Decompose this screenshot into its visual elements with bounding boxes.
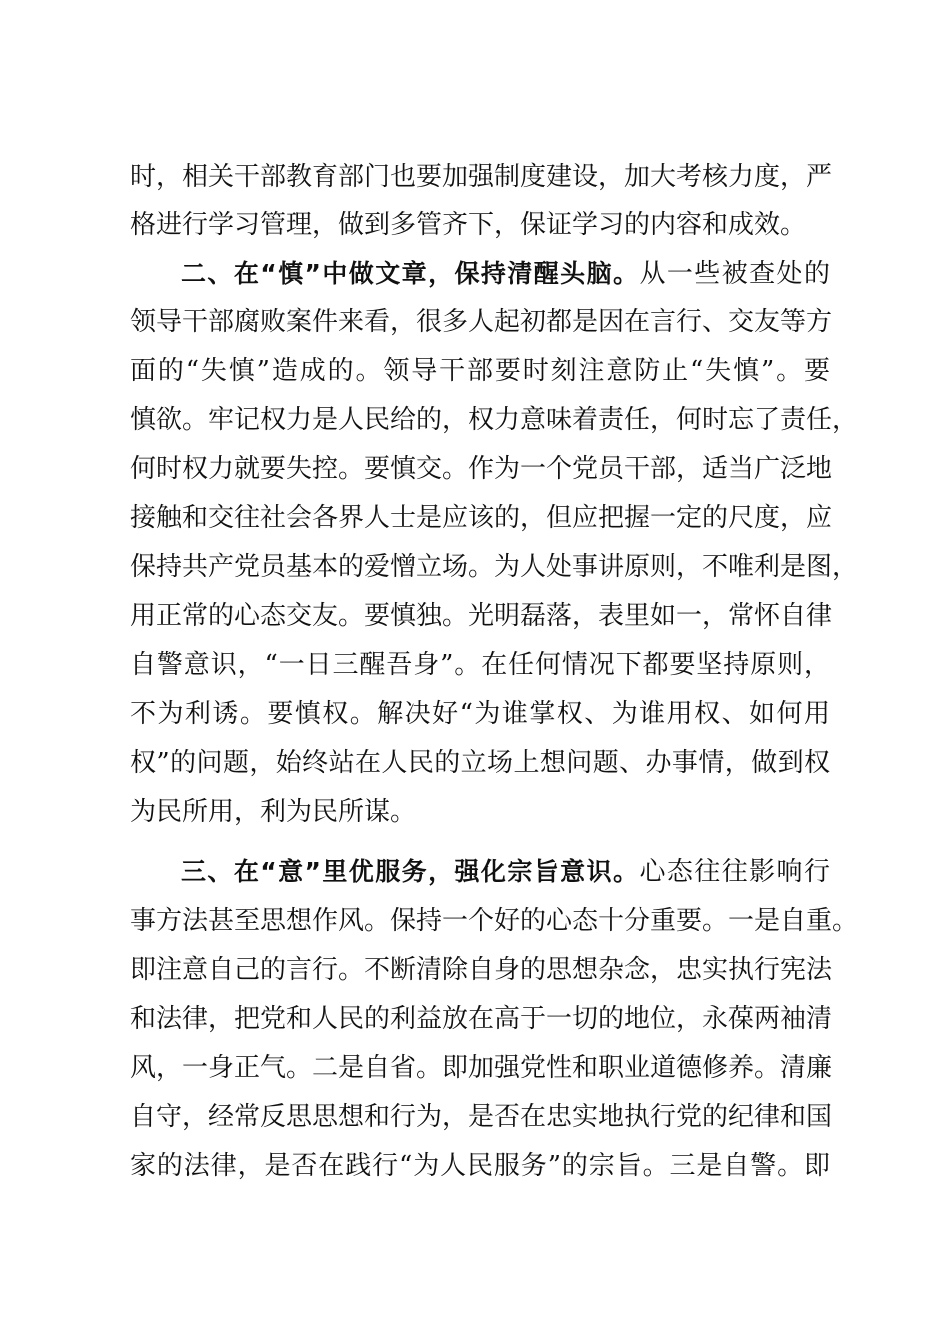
paragraph2-line-1: 领导干部腐败案件来看，很多人起初都是因在言行、交友等方 bbox=[130, 307, 833, 337]
paragraph2-line-2: 面的“失慎”造成的。领导干部要时刻注意防止“失慎”。要 bbox=[130, 356, 830, 386]
paragraph3-line-5: 自守，经常反思思想和行为，是否在忠实地执行党的纪律和国 bbox=[130, 1102, 833, 1132]
paragraph3-line-4: 风，一身正气。二是自省。即加强党性和职业道德修养。清廉 bbox=[130, 1053, 833, 1083]
paragraph1-line-2: 格进行学习管理，做到多管齐下，保证学习的内容和成效。 bbox=[130, 210, 807, 240]
paragraph2-line-6: 保持共产党员基本的爱憎立场。为人处事讲原则，不唯利是图， bbox=[130, 552, 859, 582]
paragraph1-line-1: 时，相关干部教育部门也要加强制度建设，加大考核力度，严 bbox=[130, 162, 833, 192]
paragraph3-first-line bbox=[181, 848, 830, 896]
paragraph3-first-line-rest: 心态往往影响行 bbox=[639, 857, 830, 887]
paragraph2-line-8: 自警意识，“一日三醒吾身”。在任何情况下都要坚持原则， bbox=[130, 650, 830, 680]
paragraph2-line-9: 不为利诱。要慎权。解决好“为谁掌权、为谁用权、如何用 bbox=[130, 699, 830, 729]
paragraph2-first-line-rest: 从一些被查处的 bbox=[639, 259, 830, 289]
paragraph3-line-6: 家的法律，是否在践行“为人民服务”的宗旨。三是自警。即 bbox=[130, 1151, 830, 1181]
paragraph2-line-3: 慎欲。牢记权力是人民给的，权力意味着责任，何时忘了责任， bbox=[130, 405, 859, 435]
paragraph2-first-line bbox=[181, 250, 830, 298]
paragraph2-line-10: 权”的问题，始终站在人民的立场上想问题、办事情，做到权 bbox=[130, 748, 830, 778]
paragraph2-line-5: 接触和交往社会各界人士是应该的，但应把握一定的尺度，应 bbox=[130, 503, 833, 533]
paragraph2-line-7: 用正常的心态交友。要慎独。光明磊落，表里如一，常怀自律 bbox=[130, 601, 833, 631]
paragraph3-heading: 三、在“意”里优服务，强化宗旨意识。 bbox=[181, 857, 640, 886]
paragraph2-line-4: 何时权力就要失控。要慎交。作为一个党员干部，适当广泛地 bbox=[130, 454, 833, 484]
paragraph3-line-2: 即注意自己的言行。不断清除自身的思想杂念，忠实执行宪法 bbox=[130, 955, 833, 985]
paragraph2-line-11: 为民所用，利为民所谋。 bbox=[130, 797, 417, 827]
paragraph2-heading: 二、在“慎”中做文章，保持清醒头脑。 bbox=[181, 259, 640, 288]
paragraph3-line-3: 和法律，把党和人民的利益放在高于一切的地位，永葆两袖清 bbox=[130, 1004, 833, 1034]
paragraph3-line-1: 事方法甚至思想作风。保持一个好的心态十分重要。一是自重。 bbox=[130, 906, 859, 936]
